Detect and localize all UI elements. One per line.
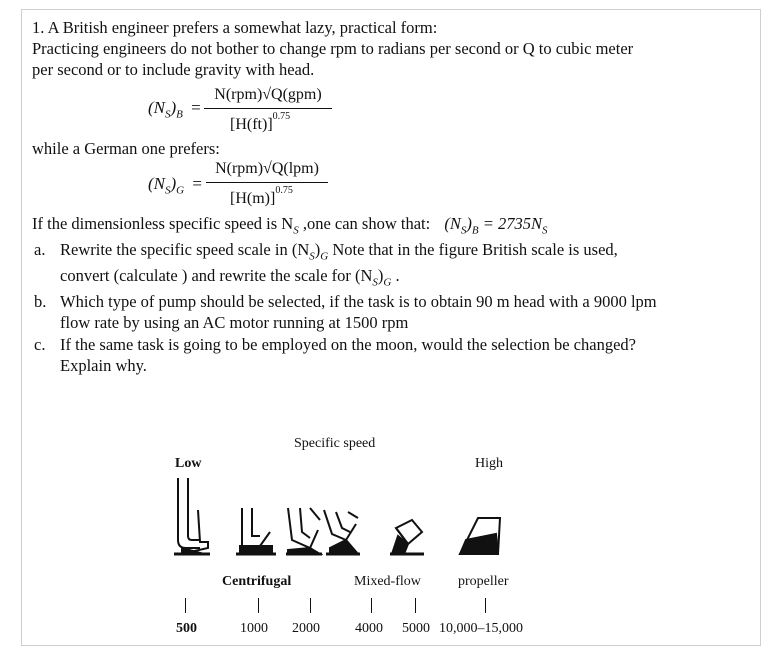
- propeller-label: propeller: [458, 574, 509, 589]
- impeller-profiles-illustration: [160, 470, 510, 570]
- german-formula-denominator: $[H(m)]^{0.75}$: [230, 185, 293, 207]
- impeller-profile-propeller: [460, 518, 500, 554]
- question-c-letter: c.: [34, 335, 46, 354]
- intro-line-2: Practicing engineers do not bother to change rpm to radians per second or Q to cubic meter: [32, 39, 634, 58]
- scale-value-1000: 1000: [240, 621, 268, 636]
- low-label: Low: [175, 456, 202, 471]
- impeller-profile-4: [324, 510, 360, 554]
- scale-value-500: 500: [176, 621, 197, 636]
- scale-tick-4000: [371, 598, 372, 613]
- question-b-line-1: Which type of pump should be selected, if the task is to obtain 90 m head with a 9000 lpm: [60, 292, 657, 311]
- figure-title: Specific speed: [294, 436, 376, 451]
- scale-tick-10000: [485, 598, 486, 613]
- german-fraction-bar: [206, 182, 328, 183]
- scale-value-4000: 4000: [355, 621, 383, 636]
- impeller-profile-3: [286, 508, 322, 554]
- mixed-flow-label: Mixed-flow: [354, 574, 421, 589]
- centrifugal-label: Centrifugal: [222, 574, 292, 589]
- problem-heading: 1. A British engineer prefers a somewhat lazy, practical form:: [32, 18, 438, 37]
- german-intro: while a German one prefers:: [32, 139, 220, 158]
- scale-tick-5000: [415, 598, 416, 613]
- scale-value-5000: 5000: [402, 621, 430, 636]
- british-formula-denominator: $[H(ft)]^{0.75}$: [230, 111, 291, 133]
- question-a-line-2: convert (calculate ) and rewrite the scale for $(N_S)_G$ .: [60, 266, 400, 289]
- question-c-line-1: If the same task is going to be employed on the moon, would the selection be changed?: [60, 335, 636, 354]
- german-formula-lhs: $(N_S)_G$ =: [148, 174, 202, 197]
- scale-tick-500: [185, 598, 186, 613]
- dimensionless-relation: If the dimensionless specific speed is $N_S$ ,one can show that: $(N_S)_B = 2735N_S$: [32, 214, 548, 237]
- scale-value-2000: 2000: [292, 621, 320, 636]
- british-fraction-bar: [204, 108, 332, 109]
- question-a-letter: a.: [34, 240, 46, 259]
- impeller-profile-2: [236, 508, 276, 554]
- scale-tick-1000: [258, 598, 259, 613]
- question-a-line-1: Rewrite the specific speed scale in $(N_S)_G$ Note that in the figure British scale is used,: [60, 240, 618, 263]
- scale-value-10000-15000: 10,000–15,000: [439, 621, 523, 636]
- question-c-line-2: Explain why.: [60, 356, 147, 375]
- british-formula-lhs: $(N_S)_B$ =: [148, 98, 201, 121]
- british-formula-numerator: N(rpm)√Q(gpm): [214, 86, 322, 103]
- question-b-line-2: flow rate by using an AC motor running at 1500 rpm: [60, 313, 409, 332]
- impeller-profile-low: [174, 478, 210, 554]
- intro-line-3: per second or to include gravity with head.: [32, 60, 315, 79]
- impeller-profile-mixed-flow: [390, 520, 424, 554]
- question-b-letter: b.: [34, 292, 47, 311]
- german-formula-numerator: N(rpm)√Q(lpm): [215, 160, 319, 177]
- high-label: High: [475, 456, 503, 471]
- scale-tick-2000: [310, 598, 311, 613]
